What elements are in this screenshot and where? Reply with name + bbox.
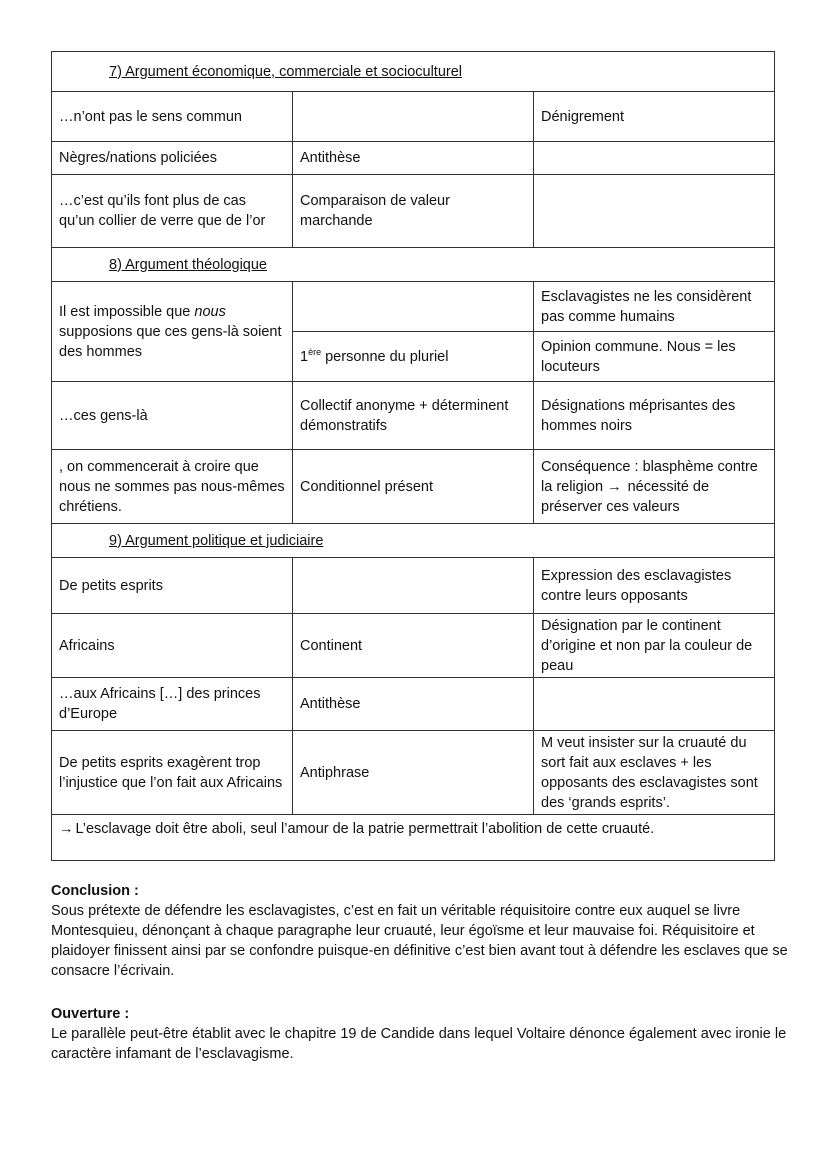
cell-procede: Continent — [293, 614, 534, 678]
cell-interpretation: Expression des esclavagistes contre leurs opposants — [534, 558, 775, 614]
cell-expression: Nègres/nations policiées — [52, 142, 293, 175]
emphasis-nous: nous — [194, 303, 226, 320]
section-title-8: 8) Argument théologique — [52, 248, 775, 282]
cell-expression: De petits esprits — [52, 558, 293, 614]
cell-expression: Africains — [52, 614, 293, 678]
cell-procede: Conditionnel présent — [293, 450, 534, 524]
table-row — [52, 558, 775, 614]
table-row — [52, 282, 775, 332]
table-row — [52, 382, 775, 450]
cell-interpretation: Opinion commune. Nous = les locuteurs — [534, 332, 775, 382]
cell-expression: …ces gens-là — [52, 382, 293, 450]
cell-procede — [293, 92, 534, 142]
right-arrow-icon: → — [607, 478, 622, 495]
cell-procede-empty — [293, 282, 534, 332]
analysis-table — [51, 51, 775, 861]
section-title-7: 7) Argument économique, commerciale et socioculturel — [52, 52, 775, 92]
table-conclusion: → L’esclavage doit être aboli, seul l’amour de la patrie permettrait l’abolition de cette cruauté. — [52, 815, 775, 861]
section-header-row — [52, 524, 775, 558]
section-header-row — [52, 52, 775, 92]
cell-interpretation — [534, 142, 775, 175]
cell-procede: Antithèse — [293, 678, 534, 731]
cell-procede: Comparaison de valeur marchande — [293, 175, 534, 248]
table-row — [52, 731, 775, 815]
table-row — [52, 678, 775, 731]
cell-interpretation: Désignations méprisantes des hommes noirs — [534, 382, 775, 450]
cell-expression: …n’ont pas le sens commun — [52, 92, 293, 142]
table-row — [52, 614, 775, 678]
conclusion-row — [52, 815, 775, 861]
cell-interpretation: Esclavagistes ne les considèrent pas comme humains — [534, 282, 775, 332]
table-row — [52, 92, 775, 142]
section-title-9: 9) Argument politique et judiciaire — [52, 524, 775, 558]
cell-procede: Collectif anonyme + déterminent démonstratifs — [293, 382, 534, 450]
cell-interpretation: M veut insister sur la cruauté du sort fait aux esclaves + les opposants des esclavagistes sont des ‘grands esprits’. — [534, 731, 775, 815]
table-row — [52, 175, 775, 248]
conclusion-block — [51, 881, 791, 981]
cell-interpretation: Désignation par le continent d’origine et non par la couleur de peau — [534, 614, 775, 678]
table-row — [52, 142, 775, 175]
cell-procede — [293, 558, 534, 614]
cell-expression: …c’est qu’ils font plus de cas qu’un collier de verre que de l’or — [52, 175, 293, 248]
cell-expression: , on commencerait à croire que nous ne sommes pas nous-mêmes chrétiens. — [52, 450, 293, 524]
right-arrow-icon: → — [59, 821, 74, 837]
superscript: ère — [308, 346, 322, 357]
cell-expression: De petits esprits exagèrent trop l’injustice que l’on fait aux Africains — [52, 731, 293, 815]
ouverture-block — [51, 1004, 791, 1064]
cell-expression: …aux Africains […] des princes d’Europe — [52, 678, 293, 731]
cell-interpretation — [534, 678, 775, 731]
ouverture-text: Le parallèle peut-être établit avec le chapitre 19 de Candide dans lequel Voltaire dénonce également avec ironie le caractère infamant de l’esclavagisme. — [51, 1026, 787, 1062]
section-header-row — [52, 248, 775, 282]
cell-procede: 1ère personne du pluriel — [293, 332, 534, 382]
conclusion-text: Sous prétexte de défendre les esclavagistes, c’est en fait un véritable réquisitoire contre eux auquel se livre Montesquieu, dénonçant à chaque paragraphe leur cruauté, leur égoïsme et leur mauvaise foi. Réquisitoire et plaidoyer finissent ainsi par se confondre puisque-en définitive c’est bien avant tout à défendre les esclaves que se consacre l’écrivain. — [51, 903, 788, 979]
cell-expression: Il est impossible que nous supposions que ces gens-là soient des hommes — [52, 282, 293, 382]
ouverture-heading: Ouverture : — [51, 1006, 130, 1022]
conclusion-heading: Conclusion : — [51, 883, 139, 899]
cell-procede: Antithèse — [293, 142, 534, 175]
cell-interpretation: Dénigrement — [534, 92, 775, 142]
cell-procede: Antiphrase — [293, 731, 534, 815]
cell-interpretation — [534, 175, 775, 248]
table-row — [52, 450, 775, 524]
cell-interpretation: Conséquence : blasphème contre la religion → nécessité de préserver ces valeurs — [534, 450, 775, 524]
